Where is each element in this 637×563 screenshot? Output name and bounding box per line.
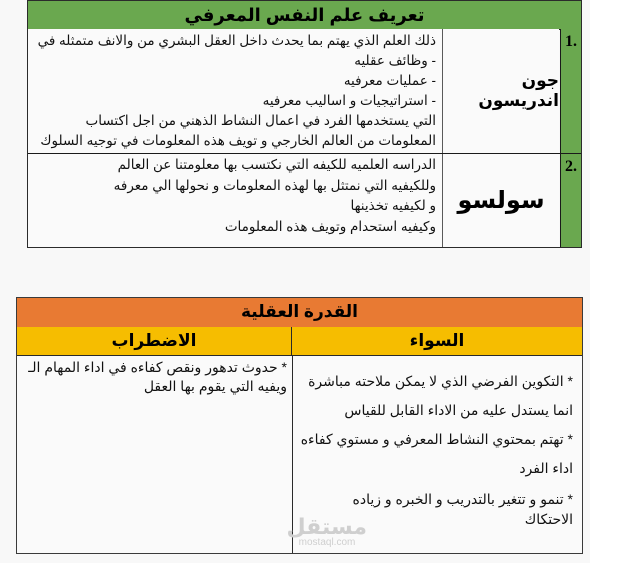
disorder-line: ويفيه التي يقوم بها العقل xyxy=(143,378,287,394)
table-row xyxy=(28,29,581,154)
definition-line: المعلومات من العالم الخارجي و تويف هذه المعلومات في توجيه السلوك xyxy=(40,133,436,148)
definition-line: - وظائف عقليه xyxy=(354,53,436,68)
normal-cell xyxy=(292,356,582,553)
definition-text xyxy=(28,29,442,153)
definition-line: - استراتيجيات و اساليب معرفيه xyxy=(262,93,436,108)
normal-line: اداء الفرد xyxy=(519,460,573,476)
definition-text xyxy=(28,154,442,247)
definition-line: وكيفيه استحدام وتويف هذه المعلومات xyxy=(224,218,436,234)
row-number: 1. xyxy=(560,29,581,153)
table2-body xyxy=(17,356,582,553)
cognitive-psychology-definition-table xyxy=(27,0,582,248)
normal-line: * تهتم بمحتوي النشاط المعرفي و مستوي كفاءه xyxy=(300,431,573,447)
definition-line: التي يستخدمها الفرد في اعمال النشاط الذهني من اجل اكتساب xyxy=(85,113,436,128)
disorder-line: * حدوث تدهور ونقص كفاءه في اداء المهام الـ xyxy=(28,359,287,375)
table2-title: القدرة العقلية xyxy=(17,298,582,328)
watermark-arabic: مستقل xyxy=(286,514,367,539)
normal-line: الاحتكاك xyxy=(524,511,573,527)
normal-line: انما يستدل عليه من الاداء القابل للقياس xyxy=(344,402,573,418)
table1-title: تعريف علم النفس المعرفي xyxy=(28,1,581,30)
definition-line: الدراسه العلميه للكيفه التي نكتسب بها معلومتنا عن العالم xyxy=(117,157,436,172)
definition-line: ذلك العلم الذي يهتم بما يحدث داخل العقل البشري من والانف متمثله في xyxy=(37,33,436,48)
watermark-latin: mostaql.com xyxy=(298,537,356,548)
author-name xyxy=(442,154,559,247)
author-name xyxy=(442,29,559,153)
definition-line: - عمليات معرفيه xyxy=(343,73,436,88)
normal-line: * تنمو و تتغير بالتدريب و الخبره و زياده xyxy=(352,491,573,507)
author-name-text: جون اندريسون xyxy=(478,71,559,110)
row-number: 2. xyxy=(560,154,581,247)
column-header-disorder: الاضطراب xyxy=(111,331,197,350)
definition-line: وللكيفيه التي نمتثل بها لهذه المعلومات و نحولها الي معرفه xyxy=(113,177,436,193)
definition-line: و لكيفيه تخذينها xyxy=(350,198,436,213)
normal-line: * التكوين الفرضي الذي لا يمكن ملاحته مباشرة xyxy=(308,373,573,389)
mental-ability-table xyxy=(16,297,583,554)
column-headers xyxy=(17,327,582,356)
table-row xyxy=(28,154,581,247)
column-header-normal: السواء xyxy=(291,327,582,355)
disorder-cell xyxy=(17,356,291,553)
author-name-text: سولسو xyxy=(457,187,545,214)
